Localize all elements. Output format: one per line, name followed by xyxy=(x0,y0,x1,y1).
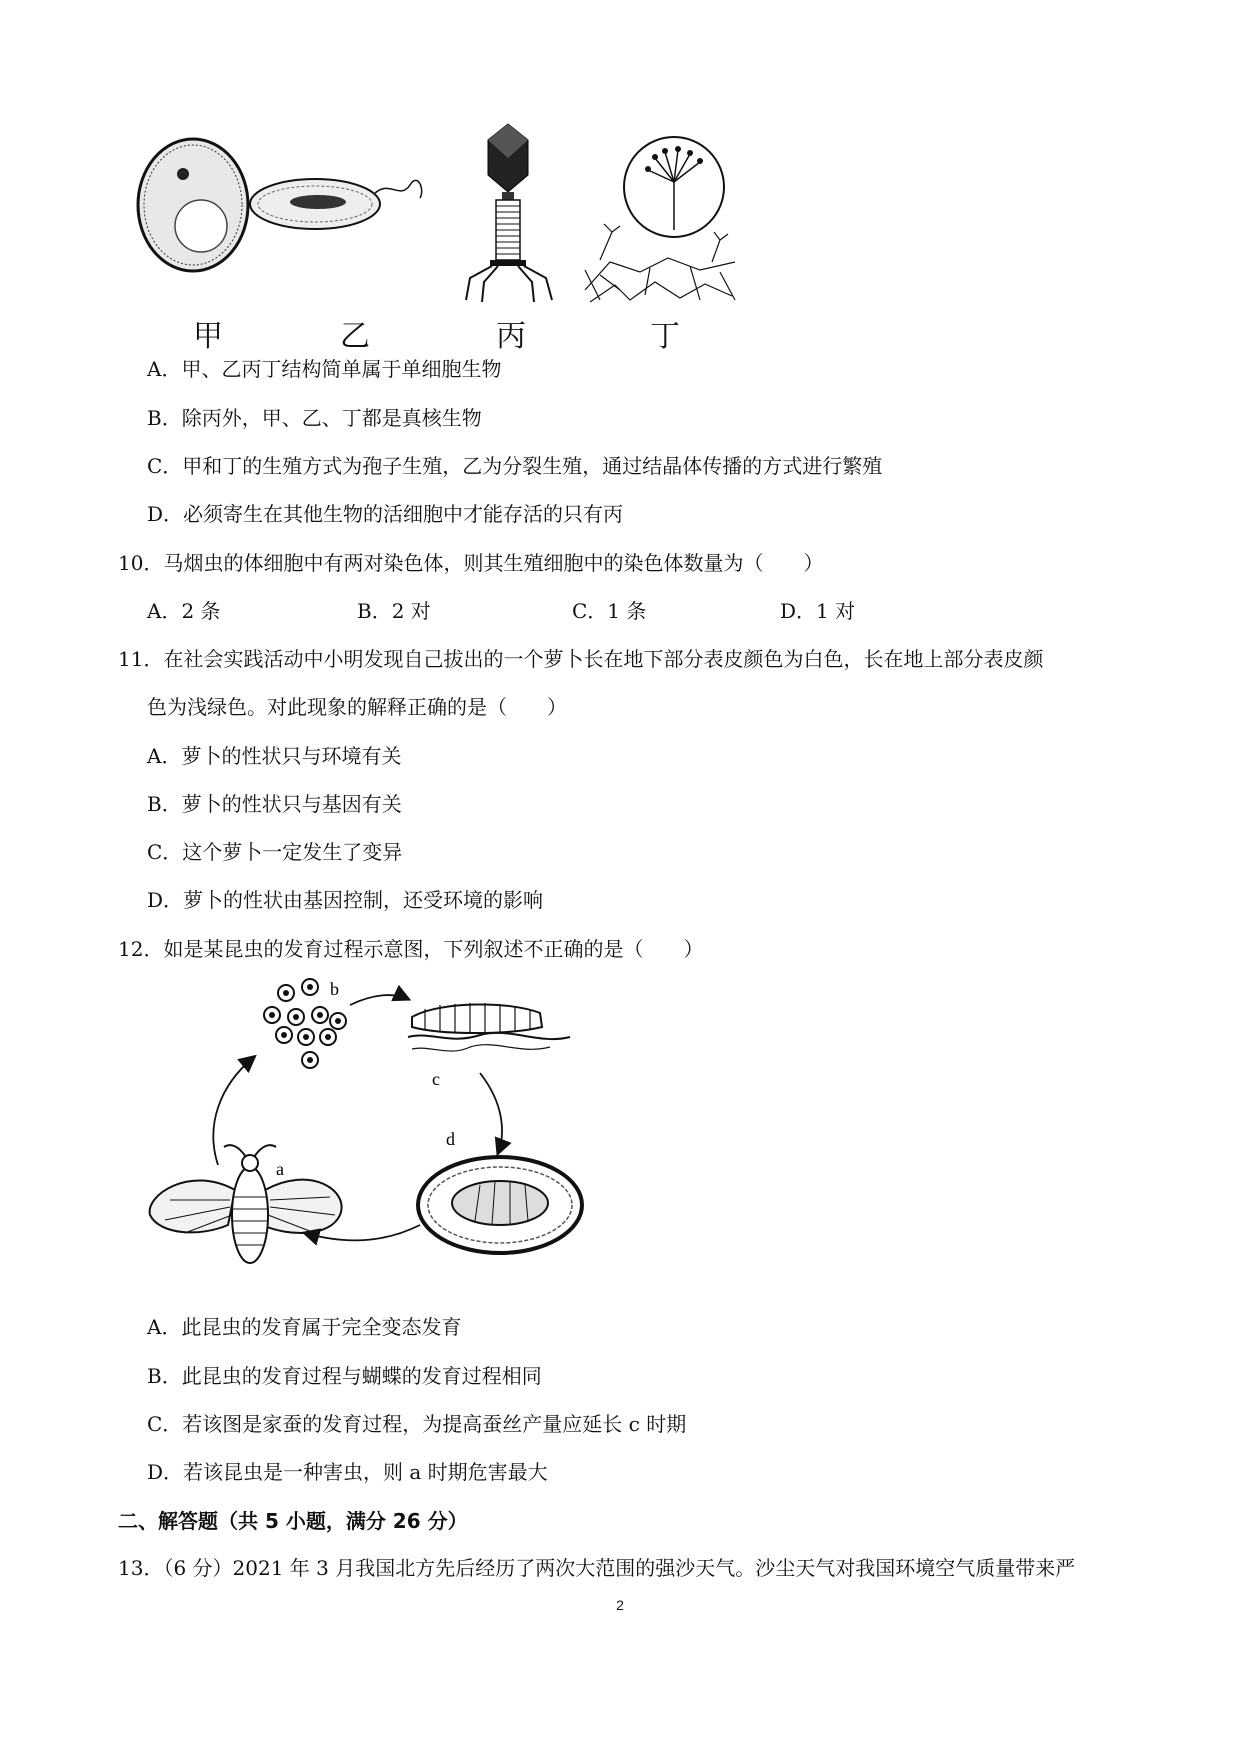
page-number: 2 xyxy=(616,1597,624,1613)
q10-option-b: B．2 对 xyxy=(357,599,431,623)
q12-option-a: A．此昆虫的发育属于完全变态发育 xyxy=(147,1315,462,1339)
caption-yi: 乙 xyxy=(340,319,370,354)
q10-stem: 10．马烟虫的体细胞中有两对染色体，则其生殖细胞中的染色体数量为（ ） xyxy=(118,551,824,575)
q13-stem-line1: 13．（6 分）2021 年 3 月我国北方先后经历了两次大范围的强沙天气。沙尘天气对我国环境空气质量带来严 xyxy=(118,1556,1076,1580)
bacterium-drawing xyxy=(250,179,422,229)
q12-option-c: C．若该图是家蚕的发育过程，为提高蚕丝产量应延长 c 时期 xyxy=(147,1412,687,1436)
q10-option-d: D．1 对 xyxy=(780,599,856,623)
q12-stem: 12．如是某昆虫的发育过程示意图，下列叙述不正确的是（ ） xyxy=(118,937,704,961)
q11-stem-line1: 11．在社会实践活动中小明发现自己拔出的一个萝卜长在地下部分表皮颜色为白色，长在地上部分表皮颜 xyxy=(118,647,1044,671)
q12-option-d: D．若该昆虫是一种害虫，则 a 时期危害最大 xyxy=(147,1460,548,1484)
label-b: b xyxy=(330,979,339,999)
caption-jia: 甲 xyxy=(193,319,223,354)
q9-option-d: D．必须寄生在其他生物的活细胞中才能存活的只有丙 xyxy=(147,502,624,526)
yeast-cell-drawing xyxy=(138,139,248,271)
q11-option-c: C．这个萝卜一定发生了变异 xyxy=(147,840,403,864)
label-d: d xyxy=(446,1129,455,1149)
larva-drawing xyxy=(408,1003,570,1051)
caption-ding: 丁 xyxy=(650,319,680,354)
section-title: 二、解答题（共 5 小题，满分 26 分） xyxy=(118,1509,468,1533)
caption-bing: 丙 xyxy=(496,319,526,354)
organisms-figure xyxy=(0,0,1240,330)
q12-option-b: B．此昆虫的发育过程与蝴蝶的发育过程相同 xyxy=(147,1364,542,1388)
q10-option-c: C．1 条 xyxy=(572,599,647,623)
q9-option-b: B．除丙外，甲、乙、丁都是真核生物 xyxy=(147,406,482,430)
q9-option-c: C．甲和丁的生殖方式为孢子生殖，乙为分裂生殖，通过结晶体传播的方式进行繁殖 xyxy=(147,454,883,478)
q11-option-a: A．萝卜的性状只与环境有关 xyxy=(147,744,402,768)
q9-option-a: A．甲、乙丙丁结构简单属于单细胞生物 xyxy=(147,357,502,381)
q11-option-d: D．萝卜的性状由基因控制，还受环境的影响 xyxy=(147,888,544,912)
pupa-drawing xyxy=(418,1157,582,1253)
bacteriophage-drawing xyxy=(466,124,552,302)
label-c: c xyxy=(432,1069,440,1089)
label-a: a xyxy=(276,1159,284,1179)
q11-stem-line2: 色为浅绿色。对此现象的解释正确的是（ ） xyxy=(147,695,567,719)
q10-option-a: A．2 条 xyxy=(147,599,221,623)
insect-lifecycle-figure xyxy=(150,975,610,1280)
mold-drawing xyxy=(585,137,735,302)
moth-drawing xyxy=(150,1145,342,1263)
q11-option-b: B．萝卜的性状只与基因有关 xyxy=(147,792,402,816)
